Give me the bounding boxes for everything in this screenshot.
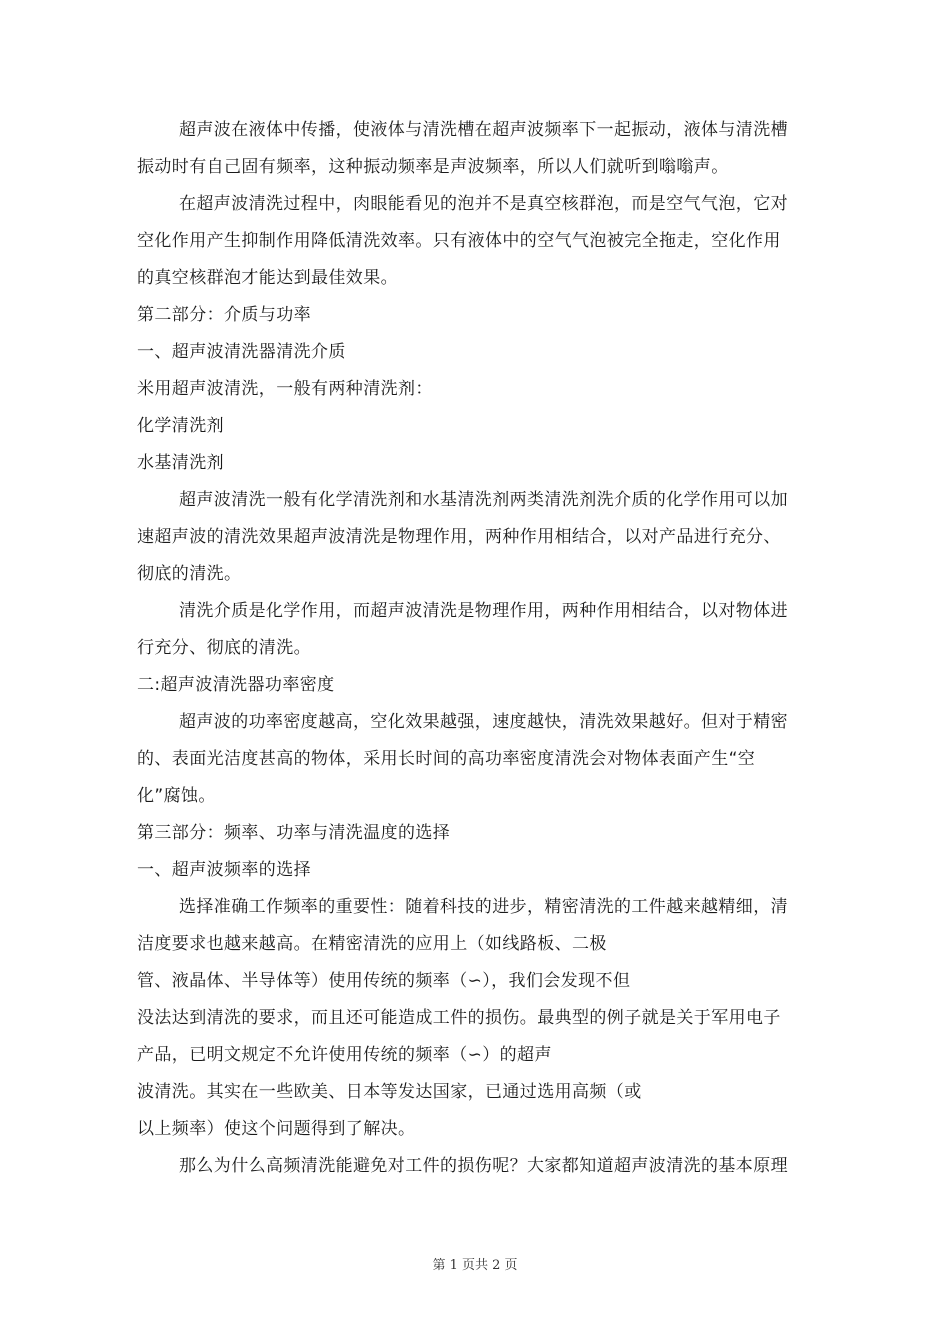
paragraph-line: 行充分、彻底的清洗。 — [137, 638, 311, 658]
paragraph-line: 管、液晶体、半导体等）使用传统的频率（∽），我们会发现不但 — [137, 971, 631, 991]
paragraph-line: 超声波在液体中传播，使液体与清洗槽在超声波频率下一起振动，液体与清洗槽 — [179, 120, 788, 140]
paragraph-line: 超声波清洗一般有化学清洗剂和水基清洗剂两类清洗剂洗介质的化学作用可以加 — [179, 490, 788, 510]
section-heading: 第二部分：介质与功率 — [137, 305, 311, 325]
paragraph-line: 超声波的功率密度越高，空化效果越强，速度越快，清洗效果越好。但对于精密 — [179, 712, 788, 732]
page-footer: 第 1 页共 2 页 — [432, 1258, 518, 1273]
paragraph-line: 的、表面光洁度甚高的物体，采用长时间的高功率密度清洗会对物体表面产生“空 — [137, 749, 756, 769]
paragraph-line: 产品，已明文规定不允许使用传统的频率（∽）的超声 — [137, 1045, 552, 1065]
paragraph-line: 在超声波清洗过程中，肉眼能看见的泡并不是真空核群泡，而是空气气泡，它对 — [179, 194, 788, 214]
subsection-heading: 二:超声波清洗器功率密度 — [137, 675, 335, 695]
paragraph-line: 的真空核群泡才能达到最佳效果。 — [137, 268, 398, 288]
paragraph-line: 选择准确工作频率的重要性：随着科技的进步，精密清洗的工件越来越精细，清 — [179, 897, 788, 917]
list-item: 水基清洗剂 — [137, 453, 224, 473]
paragraph-line: 清洗介质是化学作用，而超声波清洗是物理作用，两种作用相结合，以对物体进 — [179, 601, 788, 621]
paragraph-line: 化”腐蚀。 — [137, 786, 216, 806]
paragraph-line: 没法达到清洗的要求，而且还可能造成工件的损伤。最典型的例子就是关于军用电子 — [137, 1008, 781, 1028]
paragraph-line: 振动时有自己固有频率，这种振动频率是声波频率，所以人们就听到嗡嗡声。 — [137, 157, 729, 177]
paragraph-line: 那么为什么高频清洗能避免对工件的损伤呢？大家都知道超声波清洗的基本原理 — [179, 1156, 788, 1176]
subsection-heading: 一、超声波频率的选择 — [137, 860, 311, 880]
paragraph-line: 以上频率）使这个问题得到了解决。 — [137, 1119, 416, 1139]
paragraph-line: 洁度要求也越来越高。在精密清洗的应用上（如线路板、二极 — [137, 934, 607, 954]
paragraph-line: 彻底的清洗。 — [137, 564, 242, 584]
paragraph-line: 速超声波的清洗效果超声波清洗是物理作用，两种作用相结合，以对产品进行充分、 — [137, 527, 781, 547]
paragraph-line: 波清洗。其实在一些欧美、日本等发达国家，已通过选用高频（或 — [137, 1082, 642, 1102]
paragraph-line: 空化作用产生抑制作用降低清洗效率。只有液体中的空气气泡被完全拖走，空化作用 — [137, 231, 781, 251]
paragraph-line: 米用超声波清洗，一般有两种清洗剂： — [137, 379, 433, 399]
section-heading: 第三部分：频率、功率与清洗温度的选择 — [137, 823, 451, 843]
list-item: 化学清洗剂 — [137, 416, 224, 436]
document-body — [137, 112, 815, 1185]
subsection-heading: 一、超声波清洗器清洗介质 — [137, 342, 346, 362]
